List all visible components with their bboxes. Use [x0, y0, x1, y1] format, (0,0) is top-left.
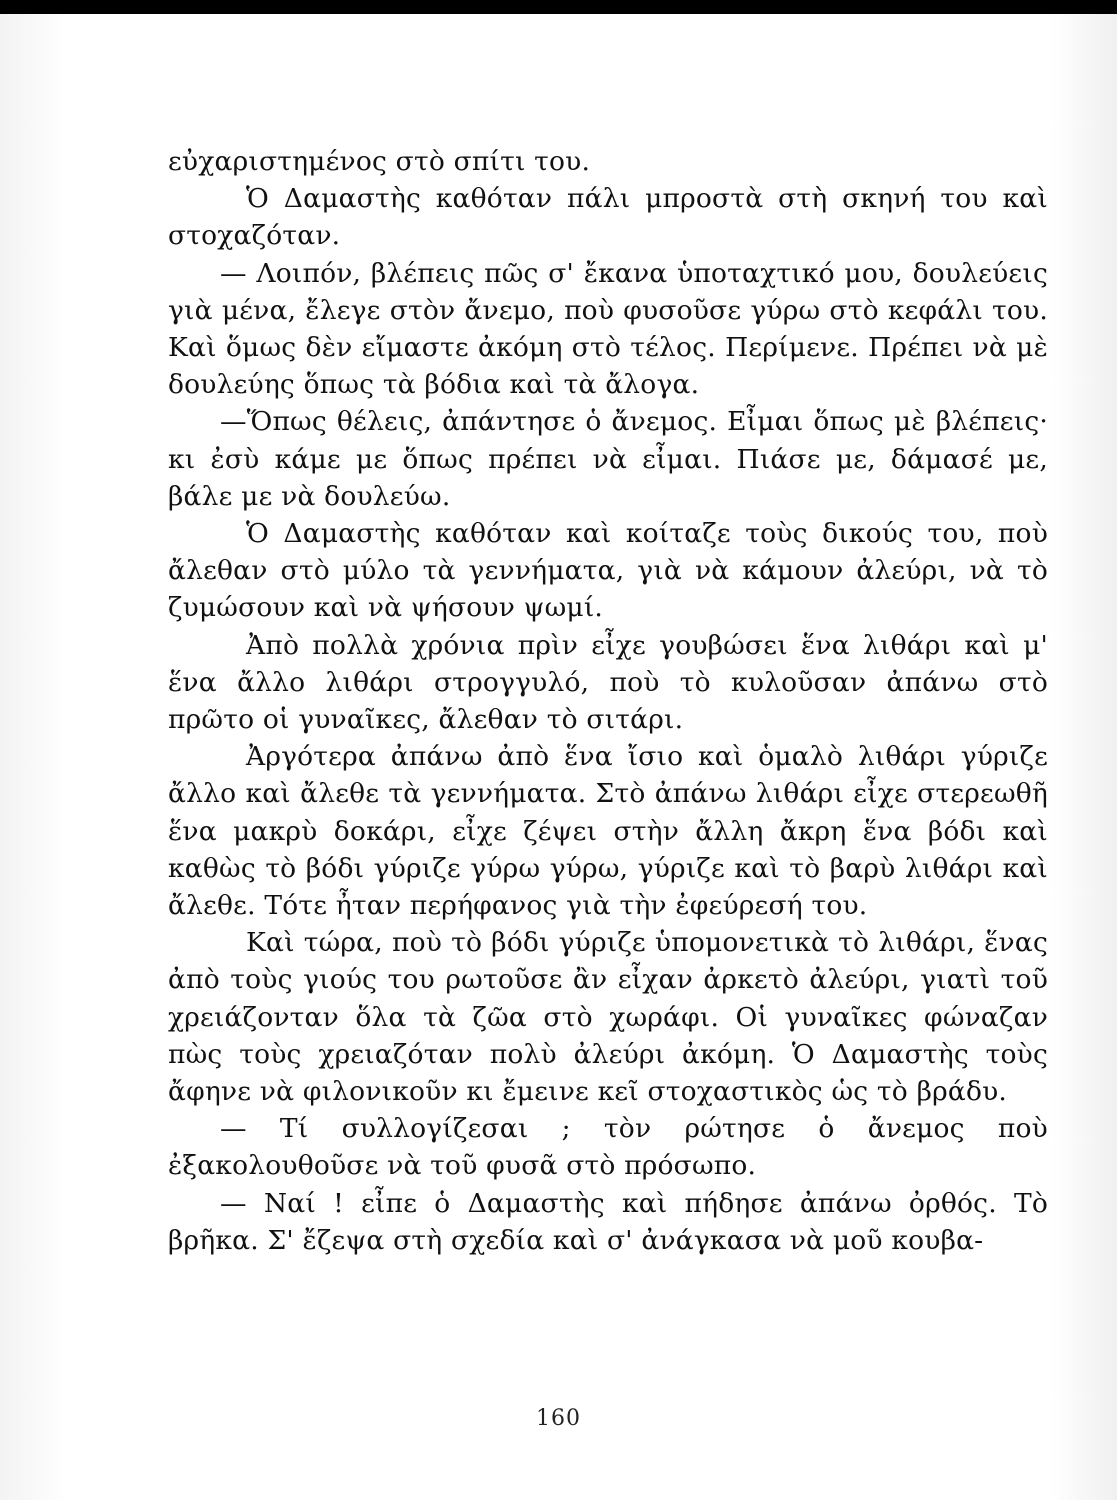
paragraph: Ἀργότερα ἀπάνω ἀπὸ ἕνα ἴσιο καὶ ὁμαλὸ λιθάρι γύριζε ἄλλο καὶ ἄλεθε τὰ γεννήματα. Στὸ ἀπάνω λιθάρι εἶχε στερεωθῆ ἕνα μακρὺ δοκάρι, εἶχε ζέψει στὴν ἄλλη ἄκρη ἕνα βόδι καὶ καθὼς τὸ βόδι γύριζε γύρω γύρω, γύριζε καὶ τὸ βαρὺ λιθάρι καὶ ἄλεθε. Τότε ἦταν περήφανος γιὰ τὴν ἐφεύρεσή του.	[168, 741, 1048, 922]
paragraph: εὐχαριστημένος στὸ σπίτι του.	[168, 146, 591, 177]
dialogue-paragraph: — Ναί ! εἶπε ὁ Δαμαστὴς καὶ πήδησε ἀπάνω ὀρθός. Τὸ βρῆκα. Σ' ἔζεψα στὴ σχεδία καὶ σ' ἀνάγκασα νὰ μοῦ κουβα-	[168, 1187, 1048, 1256]
paragraph: Καὶ τώρα, ποὺ τὸ βόδι γύριζε ὑπομονετικὰ τὸ λιθάρι, ἕνας ἀπὸ τοὺς γιούς του ρωτοῦσε ἂν εἶχαν ἀρκετὸ ἀλεύρι, γιατὶ τοῦ χρειάζονταν ὅλα τὰ ζῶα στὸ χωράφι. Οἱ γυναῖκες φώναζαν πὼς τοὺς χρειαζόταν πολὺ ἀλεύρι ἀκόμη. Ὁ Δαμαστὴς τοὺς ἄφηνε νὰ φιλονικοῦν κι ἔμεινε κεῖ στοχαστικὸς ὡς τὸ βράδυ.	[168, 927, 1048, 1108]
page-number: 160	[536, 1406, 581, 1431]
dialogue-paragraph: — Λοιπόν, βλέπεις πῶς σ' ἔκανα ὑποταχτικό μου, δουλεύεις γιὰ μένα, ἔλεγε στὸν ἄνεμο, ποὺ φυσοῦσε γύρω στὸ κεφάλι του. Καὶ ὅμως δὲν εἴμαστε ἀκόμη στὸ τέλος. Περίμενε. Πρέπει νὰ μὲ δουλεύης ὅπως τὰ βόδια καὶ τὰ ἄλογα.	[168, 257, 1048, 401]
book-page	[0, 14, 1117, 1500]
dialogue-paragraph: —Ὅπως θέλεις, ἀπάντησε ὁ ἄνεμος. Εἶμαι ὅπως μὲ βλέπεις· κι ἐσὺ κάμε με ὅπως πρέπει νὰ εἶμαι. Πιάσε με, δάμασέ με, βάλε με νὰ δουλεύω.	[168, 406, 1048, 512]
paragraph: Ὁ Δαμαστὴς καθόταν πάλι μπροστὰ στὴ σκηνή του καὶ στοχαζόταν.	[168, 183, 1048, 252]
paragraph: Ἀπὸ πολλὰ χρόνια πρὶν εἶχε γουβώσει ἕνα λιθάρι καὶ μ' ἕνα ἄλλο λιθάρι στρογγυλό, ποὺ τὸ κυλοῦσαν ἀπάνω στὸ πρῶτο οἱ γυναῖκες, ἄλεθαν τὸ σιτάρι.	[168, 629, 1048, 736]
body-text	[168, 143, 1048, 1259]
paragraph: Ὁ Δαμαστὴς καθόταν καὶ κοίταζε τοὺς δικούς του, ποὺ ἄλεθαν στὸ μύλο τὰ γεννήματα, γιὰ νὰ κάμουν ἀλεύρι, νὰ τὸ ζυμώσουν καὶ νὰ ψήσουν ψωμί.	[168, 518, 1048, 624]
dialogue-paragraph: — Τί συλλογίζεσαι ; τὸν ρώτησε ὁ ἄνεμος ποὺ ἐξακολουθοῦσε νὰ τοῦ φυσᾶ στὸ πρόσωπο.	[168, 1113, 1048, 1182]
